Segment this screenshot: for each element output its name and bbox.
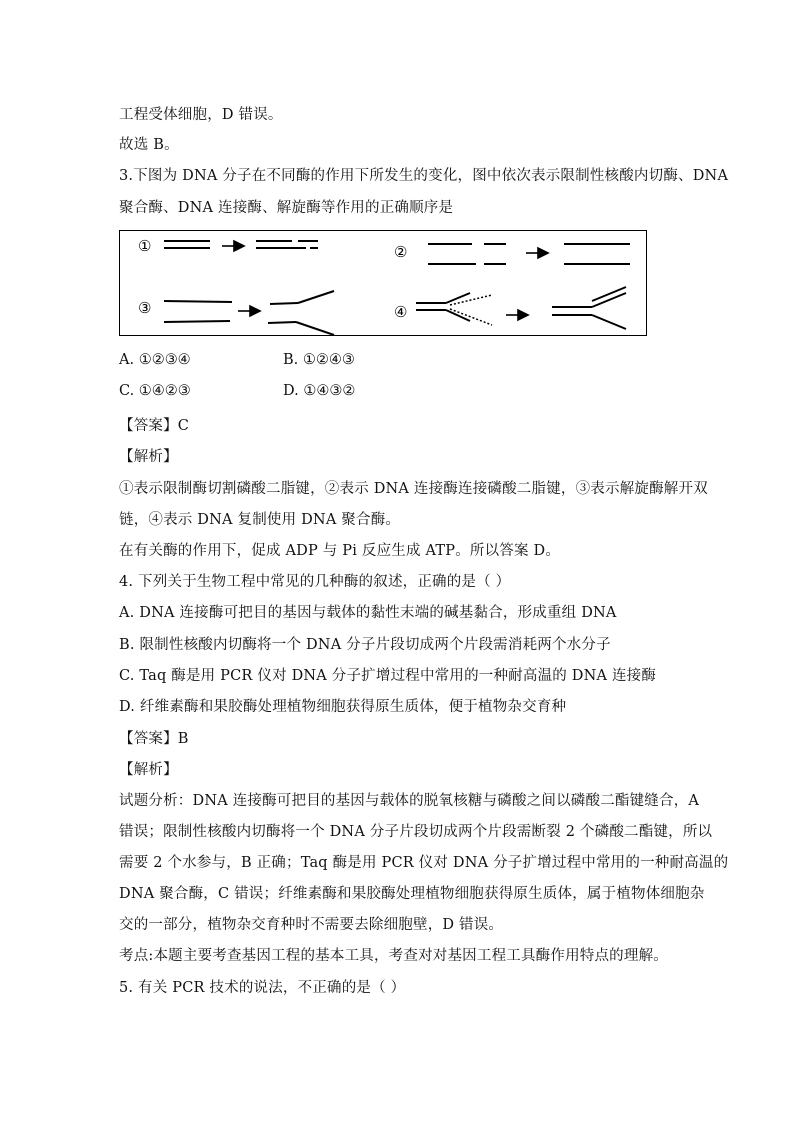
question-3-stem: 聚合酶、DNA 连接酶、解旋酶等作用的正确顺序是 bbox=[119, 200, 454, 216]
option-d: D. ①④③② bbox=[283, 383, 356, 399]
question-4-stem: 4. 下列关于生物工程中常见的几种酶的叙述，正确的是（ ） bbox=[119, 574, 511, 590]
dna-strand bbox=[164, 301, 232, 302]
text-line: 故选 B。 bbox=[119, 137, 179, 153]
option-a: A. ①②③④ bbox=[119, 352, 191, 368]
option-b: B. ①②④③ bbox=[283, 352, 355, 368]
analysis-text: 错误；限制性核酸内切酶将一个 DNA 分子片段切成两个片段需断裂 2 个磷酸二酯键，所以 bbox=[119, 824, 713, 840]
dna-strand bbox=[298, 291, 334, 303]
option-a: A. DNA 连接酶可把目的基因与载体的黏性末端的碱基黏合，形成重组 DNA bbox=[119, 605, 617, 621]
option-d: D. 纤维素酶和果胶酶处理植物细胞获得原生质体，便于植物杂交育种 bbox=[119, 699, 567, 715]
panel-label: ④ bbox=[394, 303, 408, 321]
key-point-text: 考点:本题主要考查基因工程的基本工具，考查对对基因工程工具酶作用特点的理解。 bbox=[119, 948, 668, 964]
analysis-text: 试题分析：DNA 连接酶可把目的基因与载体的脱氧核糖与磷酸之间以磷酸二酯键缝合，A bbox=[119, 793, 700, 809]
panel-label: ② bbox=[394, 243, 408, 261]
analysis-text: ①表示限制酶切割磷酸二脂键，②表示 DNA 连接酶连接磷酸二脂键，③表示解旋酶解开双 bbox=[119, 481, 708, 497]
analysis-text: 链，④表示 DNA 复制使用 DNA 聚合酶。 bbox=[119, 512, 401, 528]
analysis-text: 交的一部分，植物杂交育种时不需要去除细胞壁，D 错误。 bbox=[119, 917, 504, 933]
dna-enzyme-figure bbox=[119, 230, 647, 336]
analysis-text: DNA 聚合酶，C 错误；纤维素酶和果胶酶处理植物细胞获得原生质体，属于植物体细胞杂 bbox=[119, 886, 705, 902]
option-c: C. Taq 酶是用 PCR 仪对 DNA 分子扩增过程中常用的一种耐高温的 DNA 连接酶 bbox=[119, 668, 657, 684]
dna-strand bbox=[592, 287, 626, 301]
analysis-text: 在有关酶的作用下，促成 ADP 与 Pi 反应生成 ATP。所以答案 D。 bbox=[119, 543, 561, 559]
dna-strand bbox=[270, 303, 298, 304]
question-5-stem: 5. 有关 PCR 技术的说法，不正确的是（ ） bbox=[119, 980, 406, 996]
arrow-head-icon bbox=[518, 310, 528, 320]
dna-strand bbox=[592, 293, 626, 307]
dna-strand bbox=[296, 322, 334, 335]
analysis-label: 【解析】 bbox=[119, 762, 178, 778]
question-3-stem: 3.下图为 DNA 分子在不同酶的作用下所发生的变化，图中依次表示限制性核酸内切酶、DNA bbox=[119, 168, 729, 184]
dna-diagram bbox=[120, 231, 646, 335]
arrow-head-icon bbox=[538, 248, 548, 258]
option-c: C. ①④②③ bbox=[119, 383, 191, 399]
arrow-head-icon bbox=[234, 241, 244, 251]
analysis-label: 【解析】 bbox=[119, 449, 178, 465]
new-strand-dotted bbox=[450, 309, 492, 325]
option-b: B. 限制性核酸内切酶将一个 DNA 分子片段切成两个片段需消耗两个水分子 bbox=[119, 637, 611, 653]
analysis-text: 需要 2 个水参与，B 正确；Taq 酶是用 PCR 仪对 DNA 分子扩增过程中常用的一种耐高温的 bbox=[119, 855, 729, 871]
arrow-head-icon bbox=[250, 306, 260, 316]
answer-label: 【答案】B bbox=[119, 731, 189, 747]
dna-strand bbox=[592, 315, 626, 329]
dna-strand bbox=[164, 321, 230, 322]
answer-label: 【答案】C bbox=[119, 418, 190, 434]
dna-strand bbox=[268, 322, 296, 323]
new-strand-dotted bbox=[450, 295, 492, 305]
text-line: 工程受体细胞，D 错误。 bbox=[119, 107, 283, 123]
panel-label: ① bbox=[138, 237, 152, 255]
panel-label: ③ bbox=[138, 299, 152, 317]
